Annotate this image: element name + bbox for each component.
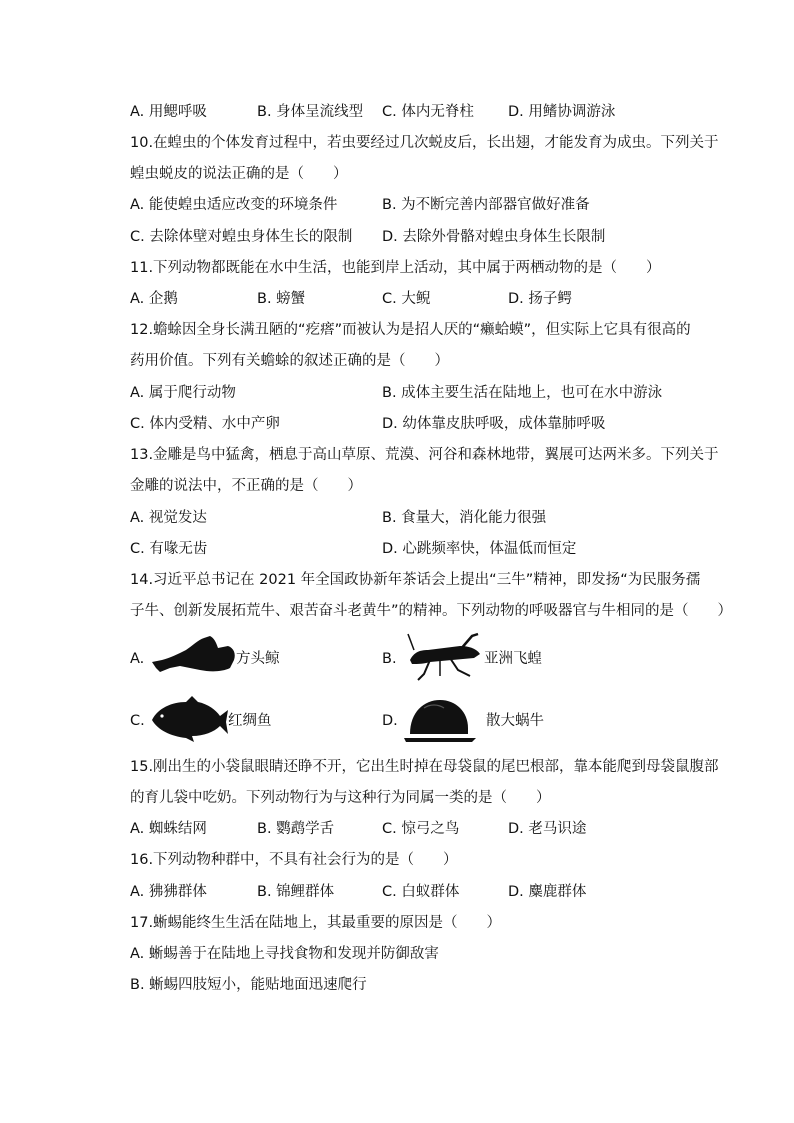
q10-option-d: D. 去除外骨骼对蝗虫身体生长限制 (382, 229, 606, 245)
fish-icon (148, 694, 230, 744)
q10-option-a: A. 能使蝗虫适应改变的环境条件 (130, 197, 338, 213)
q14-option-b-name: 亚洲飞蝗 (484, 651, 542, 667)
locust-icon (400, 630, 482, 682)
q10-stem-line2: 蝗虫蜕皮的说法正确的是（ ） (130, 166, 348, 182)
q15-stem-line2: 的育儿袋中吃奶。下列动物行为与这种行为同属一类的是（ ） (130, 790, 551, 806)
q13-option-d: D. 心跳频率快，体温低而恒定 (382, 541, 577, 557)
q11-option-a: A. 企鹅 (130, 291, 178, 307)
q14-option-d-name: 散大蜗牛 (486, 713, 544, 729)
q9-option-c: C. 体内无脊柱 (382, 104, 474, 120)
q15-option-b: B. 鹦鹉学舌 (257, 821, 335, 837)
q9-option-b: B. 身体呈流线型 (257, 104, 364, 120)
q12-option-b: B. 成体主要生活在陆地上，也可在水中游泳 (382, 385, 663, 401)
q11-option-d: D. 扬子鳄 (508, 291, 572, 307)
q12-option-c: C. 体内受精、水中产卵 (130, 416, 280, 432)
q13-option-b: B. 食量大，消化能力很强 (382, 510, 547, 526)
q14-stem-line1: 14.习近平总书记在 2021 年全国政协新年茶话会上提出“三牛”精神，即发扬“为民服务孺 (130, 572, 701, 588)
q14-option-a-letter: A. (130, 651, 145, 667)
whale-icon (150, 632, 238, 674)
q16-option-d: D. 麋鹿群体 (508, 884, 587, 900)
q14-option-c-name: 红绸鱼 (228, 713, 272, 729)
q14-option-d-letter: D. (382, 713, 398, 729)
q12-option-d: D. 幼体靠皮肤呼吸，成体靠肺呼吸 (382, 416, 606, 432)
q12-stem-line1: 12.蟾蜍因全身长满丑陋的“疙瘩”而被认为是招人厌的“癞蛤蟆”，但实际上它具有很高的 (130, 322, 691, 338)
q13-stem-line2: 金雕的说法中，不正确的是（ ） (130, 478, 362, 494)
q17-option-a: A. 蜥蜴善于在陆地上寻找食物和发现并防御敌害 (130, 946, 439, 962)
q14-option-b-letter: B. (382, 651, 397, 667)
q15-option-c: C. 惊弓之鸟 (382, 821, 460, 837)
q16-option-c: C. 白蚁群体 (382, 884, 460, 900)
q16-option-b: B. 锦鲤群体 (257, 884, 335, 900)
q11-option-c: C. 大鲵 (382, 291, 431, 307)
q15-option-a: A. 蜘蛛结网 (130, 821, 207, 837)
q10-option-b: B. 为不断完善内部器官做好准备 (382, 197, 590, 213)
q16-option-a: A. 狒狒群体 (130, 884, 207, 900)
q10-option-c: C. 去除体壁对蝗虫身体生长的限制 (130, 229, 353, 245)
q16-stem: 16.下列动物种群中，不具有社会行为的是（ ） (130, 852, 458, 868)
q17-option-b: B. 蜥蜴四肢短小，能贴地面迅速爬行 (130, 977, 367, 993)
q14-option-c-letter: C. (130, 713, 145, 729)
q12-option-a: A. 属于爬行动物 (130, 385, 236, 401)
q15-stem-line1: 15.刚出生的小袋鼠眼睛还睁不开，它出生时掉在母袋鼠的尾巴根部，靠本能爬到母袋鼠腹部 (130, 759, 719, 775)
q14-stem-line2: 子牛、创新发展拓荒牛、艰苦奋斗老黄牛”的精神。下列动物的呼吸器官与牛相同的是（ ） (130, 603, 733, 619)
q13-option-c: C. 有喙无齿 (130, 541, 208, 557)
q14-option-a-name: 方头鲸 (236, 651, 280, 667)
snail-icon (404, 694, 476, 744)
q11-option-b: B. 螃蟹 (257, 291, 306, 307)
q13-stem-line1: 13.金雕是鸟中猛禽，栖息于高山草原、荒漠、河谷和森林地带，翼展可达两米多。下列关于 (130, 447, 719, 463)
q9-option-a: A. 用鳃呼吸 (130, 104, 207, 120)
q13-option-a: A. 视觉发达 (130, 510, 207, 526)
q11-stem: 11.下列动物都既能在水中生活，也能到岸上活动，其中属于两栖动物的是（ ） (130, 260, 661, 276)
q10-stem-line1: 10.在蝗虫的个体发育过程中，若虫要经过几次蜕皮后，长出翅，才能发育为成虫。下列关于 (130, 135, 719, 151)
q15-option-d: D. 老马识途 (508, 821, 587, 837)
q9-option-d: D. 用鳍协调游泳 (508, 104, 616, 120)
q17-stem: 17.蜥蜴能终生生活在陆地上，其最重要的原因是（ ） (130, 915, 502, 931)
q12-stem-line2: 药用价值。下列有关蟾蜍的叙述正确的是（ ） (130, 353, 449, 369)
